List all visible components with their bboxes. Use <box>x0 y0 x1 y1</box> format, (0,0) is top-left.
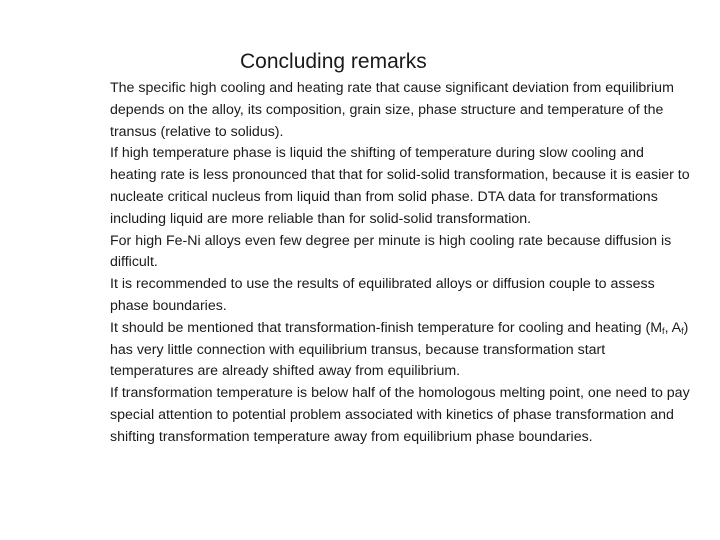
paragraph-4: It is recommended to use the results of equilibrated alloys or diffusion couple to assess phase boundaries. <box>110 276 655 314</box>
paragraph-2: If high temperature phase is liquid the shifting of temperature during slow cooling and heating rate is less pronounced that that for solid-solid transformation, because it is easier to nucleate critical nucleus from liquid than from solid phase. DTA data for transformations including liquid are more reliable than for solid-solid transformation. <box>110 145 690 227</box>
paragraph-5 <box>110 318 690 383</box>
paragraph-5-after: ) has very little connection with equilibrium transus, because transformation start temperatures are already shifted away from equilibrium. <box>110 319 689 380</box>
paragraph-5-mid: , A <box>664 319 682 336</box>
paragraph-5-before: It should be mentioned that transformation-finish temperature for cooling and heating (M <box>110 319 663 336</box>
slide-title: Concluding remarks <box>240 50 427 73</box>
subscript-f-2: f <box>681 325 684 336</box>
paragraph-3: For high Fe-Ni alloys even few degree per minute is high cooling rate because diffusion is difficult. <box>110 232 672 271</box>
paragraph-1: The specific high cooling and heating rate that cause significant deviation from equilibrium depends on the alloy, its composition, grain size, phase structure and temperature of the transus (relative to solidus). <box>110 80 674 140</box>
body-text <box>110 78 690 449</box>
subscript-f-1: f <box>662 325 665 336</box>
paragraph-6: If transformation temperature is below half of the homologous melting point, one need to pay special attention to potential problem associated with kinetics of phase transformation and shifting transformation temperature away from equilibrium phase boundaries. <box>110 385 690 445</box>
